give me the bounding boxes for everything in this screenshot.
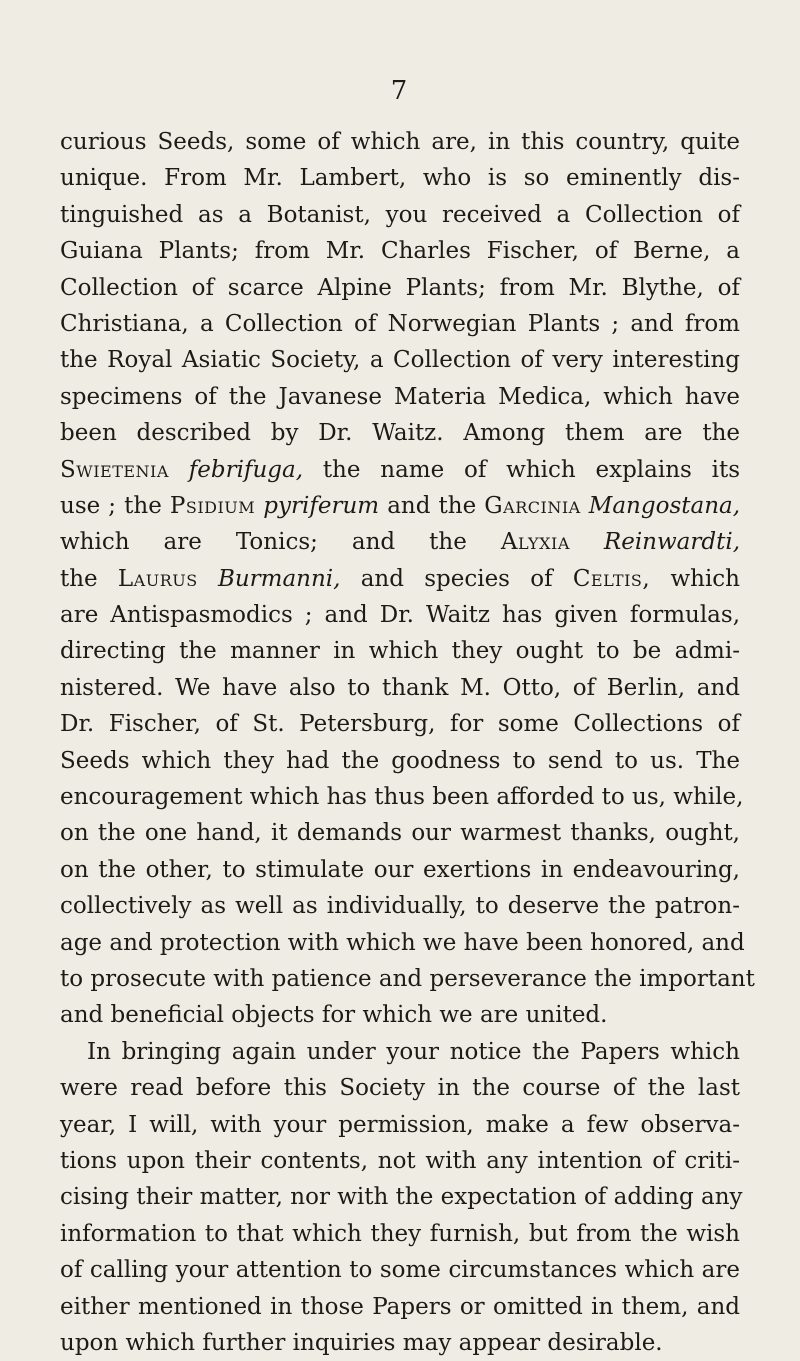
- text-line-5: Collection of scarce Alpine Plants; from Mr. Blythe, of: [60, 274, 740, 301]
- text-fragment: and the: [387, 492, 477, 519]
- text-line-24: to prosecute with patience and perseverance the important: [60, 965, 755, 992]
- text-line-1: curious Seeds, some of which are, in this country, quite: [60, 129, 740, 155]
- text-fragment: use ; the: [60, 492, 162, 519]
- text-line-32: of calling your attention to some circumstances which are: [60, 1257, 740, 1284]
- text-line-27: were read before this Society in the course of the last: [60, 1075, 740, 1102]
- text-line-16: nistered. We have also to thank M. Otto, of Berlin, and: [60, 674, 740, 701]
- text-fragment: which are Tonics; and the: [60, 529, 467, 556]
- genus-alyxia: Alyxia: [500, 529, 570, 556]
- text-line-22: collectively as well as individually, to deserve the patron-: [60, 893, 740, 920]
- species-burmanni: Burmanni,: [217, 565, 341, 592]
- text-line-17: Dr. Fischer, of St. Petersburg, for some Collections of: [60, 711, 740, 738]
- text-fragment: the name of which explains its: [322, 456, 741, 483]
- genus-laurus: Laurus: [117, 565, 198, 592]
- text-line-10: [60, 452, 740, 488]
- text-line-7: the Royal Asiatic Society, a Collection of very interesting: [60, 347, 740, 374]
- text-line-8: specimens of the Javanese Materia Medica, which have: [60, 383, 740, 410]
- text-line-4: Guiana Plants; from Mr. Charles Fischer, of Berne, a: [60, 238, 740, 265]
- text-line-18: Seeds which they had the goodness to send to us. The: [60, 747, 740, 774]
- text-fragment: which: [670, 565, 740, 592]
- text-line-21: on the other, to stimulate our exertions in endeavouring,: [60, 856, 740, 883]
- text-line-30: cising their matter, nor with the expectation of adding any: [60, 1184, 743, 1211]
- genus-psidium: Psidium: [169, 492, 256, 519]
- text-line-33: either mentioned in those Papers or omitted in them, and: [60, 1293, 740, 1320]
- species-febrifuga: febrifuga,: [188, 456, 304, 483]
- species-reinwardti: Reinwardti,: [603, 529, 741, 556]
- species-mangostana: Mangostana,: [588, 492, 741, 519]
- text-line-26: In bringing again under your notice the Papers which: [87, 1038, 740, 1065]
- text-line-3: tinguished as a Botanist, you received a Collection of: [60, 201, 740, 228]
- text-line-6: Christiana, a Collection of Norwegian Plants ; and from: [60, 310, 740, 337]
- text-line-15: directing the manner in which they ought to be admi-: [60, 638, 740, 665]
- genus-swietenia: Swietenia: [60, 456, 169, 483]
- text-line-9: been described by Dr. Waitz. Among them are the: [60, 420, 740, 447]
- text-line-29: tions upon their contents, not with any intention of criti-: [60, 1147, 740, 1174]
- text-fragment: the: [60, 565, 98, 592]
- genus-garcinia: Garcinia: [484, 492, 581, 519]
- text-fragment: and species of: [360, 565, 553, 592]
- text-line-34: upon which further inquiries may appear desirable.: [60, 1329, 663, 1356]
- text-line-19: encouragement which has thus been afforded to us, while,: [60, 784, 744, 811]
- text-line-25: and beneficial objects for which we are united.: [60, 1002, 608, 1029]
- body-text: [60, 124, 755, 1361]
- text-line-11: [60, 488, 740, 524]
- genus-celtis: Celtis,: [572, 565, 651, 592]
- text-line-28: year, I will, with your permission, make a few observa-: [60, 1111, 740, 1138]
- text-line-31: information to that which they furnish, but from the wish: [60, 1220, 740, 1247]
- text-line-2: unique. From Mr. Lambert, who is so eminently dis-: [60, 165, 740, 192]
- text-line-23: age and protection with which we have been honored, and: [60, 929, 745, 956]
- text-line-12: [60, 524, 740, 560]
- text-line-14: are Antispasmodics ; and Dr. Waitz has given formulas,: [60, 602, 740, 629]
- text-line-13: [60, 561, 740, 597]
- species-pyriferum: pyriferum: [263, 492, 380, 519]
- text-line-20: on the one hand, it demands our warmest thanks, ought,: [60, 820, 740, 847]
- page-number: 7: [390, 76, 408, 106]
